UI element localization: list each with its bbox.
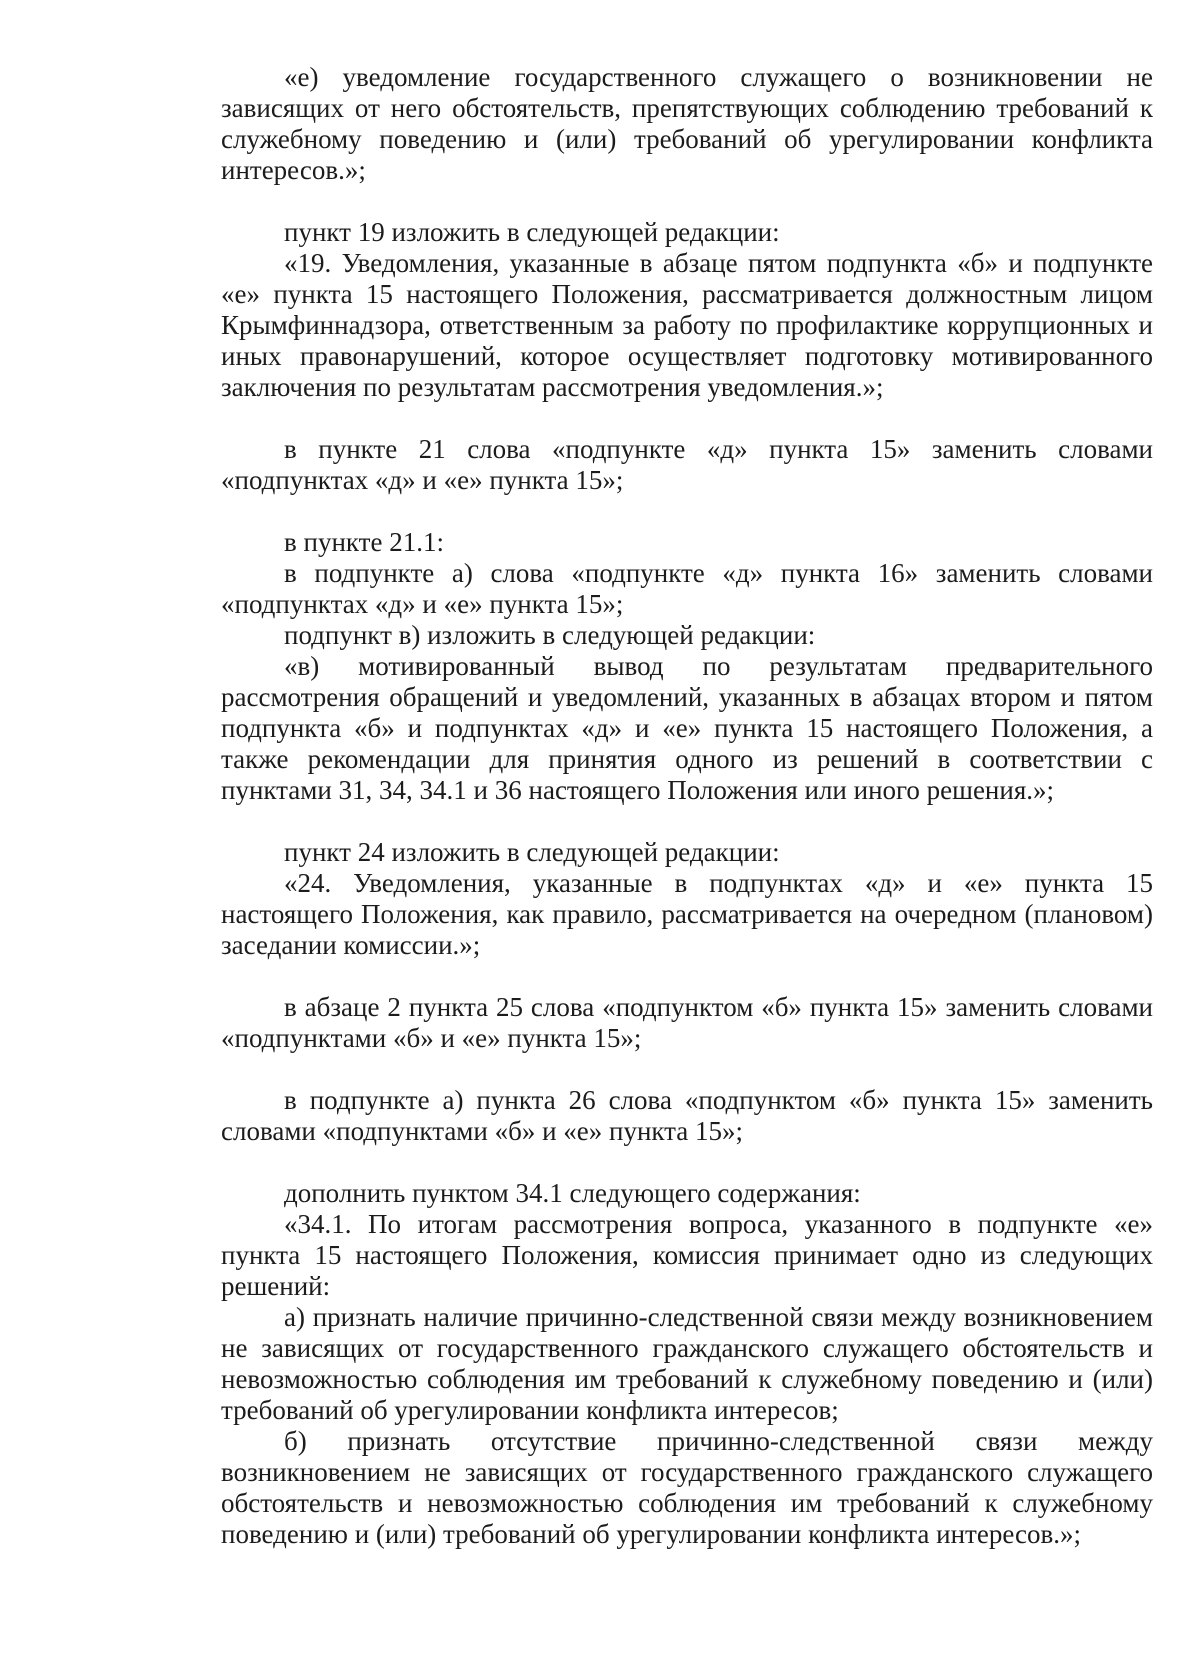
paragraph-item-e: «е) уведомление государственного служащего о возникновении не зависящих от него обстоятельств, препятствующих соблюдению требований к служебному поведению и (или) требований об урегулировании конфликта интересов.»; [221, 62, 1153, 185]
paragraph-point-26: в подпункте а) пункта 26 слова «подпунктом «б» пункта 15» заменить словами «подпунктами «б» и «е» пункта 15»; [221, 1085, 1153, 1146]
paragraph-point-34-1-b: б) признать отсутствие причинно-следственной связи между возникновением не зависящих от государственного гражданского служащего обстоятельств и невозможностью соблюдения им требований к служебному поведению и (или) требований об урегулировании конфликта интересов.»; [221, 1426, 1153, 1549]
paragraph-point-19-intro: пункт 19 изложить в следующей редакции: [284, 217, 780, 247]
paragraph-point-21-1-a: в подпункте а) слова «подпункте «д» пункта 16» заменить словами «подпунктах «д» и «е» пункта 15»; [221, 558, 1153, 619]
paragraph-point-25: в абзаце 2 пункта 25 слова «подпунктом «б» пункта 15» заменить словами «подпунктами «б» и «е» пункта 15»; [221, 992, 1153, 1053]
paragraph-point-21: в пункте 21 слова «подпункте «д» пункта 15» заменить словами «подпунктах «д» и «е» пункта 15»; [221, 434, 1153, 495]
paragraph-point-34-1-intro: дополнить пунктом 34.1 следующего содержания: [284, 1178, 861, 1208]
paragraph-point-21-1-intro: в пункте 21.1: [284, 527, 444, 557]
document-body [221, 62, 1153, 1550]
paragraph-point-21-1-v-intro: подпункт в) изложить в следующей редакции: [284, 620, 816, 650]
paragraph-point-34-1-a: а) признать наличие причинно-следственной связи между возникновением не зависящих от государственного гражданского служащего обстоятельств и невозможностью соблюдения им требований к служебному поведению и (или) требований об урегулировании конфликта интересов; [221, 1302, 1153, 1425]
paragraph-point-24-intro: пункт 24 изложить в следующей редакции: [284, 837, 780, 867]
paragraph-point-24-text: «24. Уведомления, указанные в подпунктах «д» и «е» пункта 15 настоящего Положения, как правило, рассматривается на очередном (плановом) заседании комиссии.»; [221, 868, 1153, 960]
paragraph-point-19-text: «19. Уведомления, указанные в абзаце пятом подпункта «б» и подпункте «е» пункта 15 настоящего Положения, рассматривается должностным лицом Крымфиннадзора, ответственным за работу по профилактике коррупционных и иных правонарушений, которое осуществляет подготовку мотивированного заключения по результатам рассмотрения уведомления.»; [221, 248, 1153, 402]
paragraph-point-21-1-v-text: «в) мотивированный вывод по результатам предварительного рассмотрения обращений и уведомлений, указанных в абзацах втором и пятом подпункта «б» и подпунктах «д» и «е» пункта 15 настоящего Положения, а также рекомендации для принятия одного из решений в соответствии с пунктами 31, 34, 34.1 и 36 настоящего Положения или иного решения.»; [221, 651, 1153, 805]
paragraph-point-34-1-text: «34.1. По итогам рассмотрения вопроса, указанного в подпункте «е» пункта 15 настоящего Положения, комиссия принимает одно из следующих решений: [221, 1209, 1153, 1301]
